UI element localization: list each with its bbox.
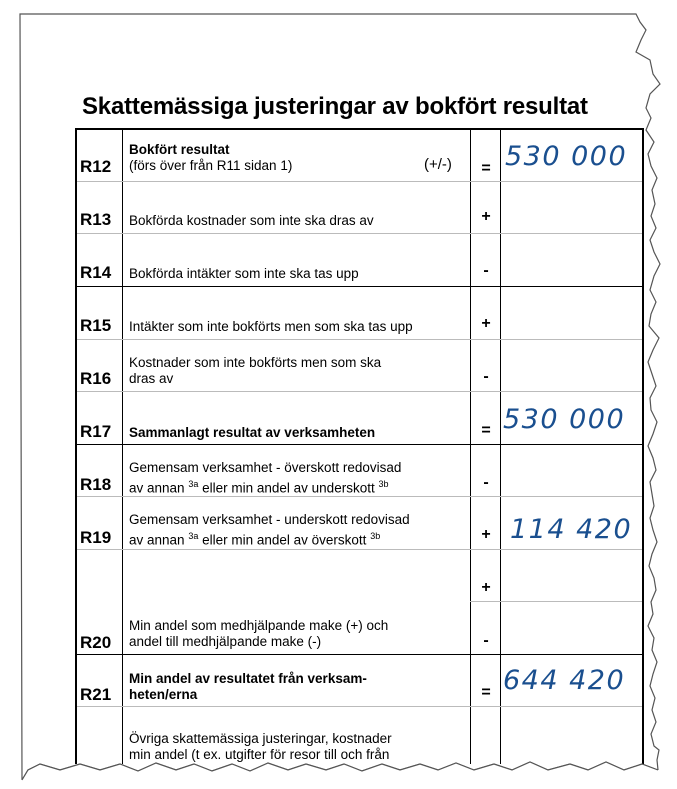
sign-r12: =: [481, 160, 491, 177]
row-label-r22-line2: min andel (t ex. utgifter för resor till och från: [129, 747, 390, 762]
row-label-r18-line1: Gemensam verksamhet - överskott redovisad: [129, 460, 402, 475]
row-label-r12-title: Bokfört resultat: [129, 142, 230, 157]
row-separator: [77, 444, 642, 445]
table-top-border: [75, 128, 644, 130]
sign-r21: =: [481, 684, 491, 701]
sign-r20-minus: -: [483, 632, 489, 649]
row-label-r18: [129, 460, 464, 497]
value-r21: 644 420: [503, 665, 626, 696]
row-code-r21: R21: [80, 685, 112, 704]
footnote-ref-3b: 3b: [370, 531, 381, 541]
row-label-r19-line2a: av annan: [129, 532, 185, 548]
page-title: Skattemässiga justeringar av bokfört resultat: [82, 93, 588, 120]
row-label-r13: Bokförda kostnader som inte ska dras av: [129, 213, 374, 228]
row-label-r17: Sammanlagt resultat av verksamheten: [129, 425, 376, 440]
row-code-r13: R13: [80, 210, 112, 229]
footnote-ref-3a: 3a: [188, 531, 199, 541]
table-left-border: [75, 128, 77, 764]
row-label-r15: Intäkter som inte bokförts men som ska tas upp: [129, 319, 413, 334]
sign-r17: =: [481, 422, 491, 439]
sign-note-r12: (+/-): [424, 156, 452, 173]
row-label-r16: [129, 355, 464, 387]
sign-r19: +: [481, 526, 491, 543]
value-r12: 530 000: [505, 141, 628, 172]
table-right-border: [642, 128, 644, 764]
row-code-r20: R20: [80, 633, 112, 652]
row-label-r12: [129, 142, 464, 174]
row-label-r14: Bokförda intäkter som inte ska tas upp: [129, 266, 359, 281]
row-label-r16-line1: Kostnader som inte bokförts men som ska: [129, 355, 382, 370]
sign-r13: +: [481, 208, 491, 225]
row-code-r16: R16: [80, 369, 112, 388]
row-label-r21-line2: heten/erna: [129, 687, 198, 702]
row-separator: [77, 706, 642, 707]
row-code-r18: R18: [80, 475, 112, 494]
row-code-r14: R14: [80, 263, 112, 282]
row-label-r12-sub: (förs över från R11 sidan 1): [129, 158, 293, 173]
row-label-r21-line1: Min andel av resultatet från verksam-: [129, 671, 367, 686]
row-code-r15: R15: [80, 316, 112, 335]
sign-r18: -: [483, 474, 489, 491]
row-code-r17: R17: [80, 422, 112, 441]
sign-r14: -: [483, 262, 489, 279]
sign-r20-plus: +: [481, 579, 491, 596]
footnote-ref-3a: 3a: [188, 479, 199, 489]
row-separator: [77, 391, 642, 392]
row-label-r22-line1: Övriga skattemässiga justeringar, kostnader: [129, 731, 392, 746]
footnote-ref-3b: 3b: [378, 479, 389, 489]
row-label-r20: [129, 618, 464, 650]
row-code-r12: R12: [80, 157, 112, 176]
sign-r16: -: [483, 368, 489, 385]
row-label-r21: [129, 671, 464, 703]
row-separator: [77, 286, 642, 287]
row-separator: [77, 654, 642, 655]
row-separator: [77, 233, 642, 234]
row-label-r19-line1: Gemensam verksamhet - underskott redovisad: [129, 512, 410, 527]
row-separator: [77, 181, 642, 182]
sign-r15: +: [481, 315, 491, 332]
value-r19: 114 420: [510, 514, 633, 545]
row-label-r18-line2b: eller min andel av underskott: [202, 480, 375, 496]
row-label-r19-line2b: eller min andel av överskott: [202, 532, 367, 548]
row-separator: [77, 339, 642, 340]
row-label-r20-line2: andel till medhjälpande make (-): [129, 634, 322, 649]
row-label-r18-line2a: av annan: [129, 480, 185, 496]
value-r17: 530 000: [503, 404, 626, 435]
row-separator: [470, 601, 642, 602]
row-label-r16-line2: dras av: [129, 371, 174, 386]
row-code-r19: R19: [80, 528, 112, 547]
row-separator: [77, 549, 642, 550]
torn-bottom-mask: [0, 745, 677, 789]
row-label-r19: [129, 512, 464, 549]
code-column-divider: [122, 128, 123, 764]
row-label-r20-line1: Min andel som medhjälpande make (+) och: [129, 618, 389, 633]
